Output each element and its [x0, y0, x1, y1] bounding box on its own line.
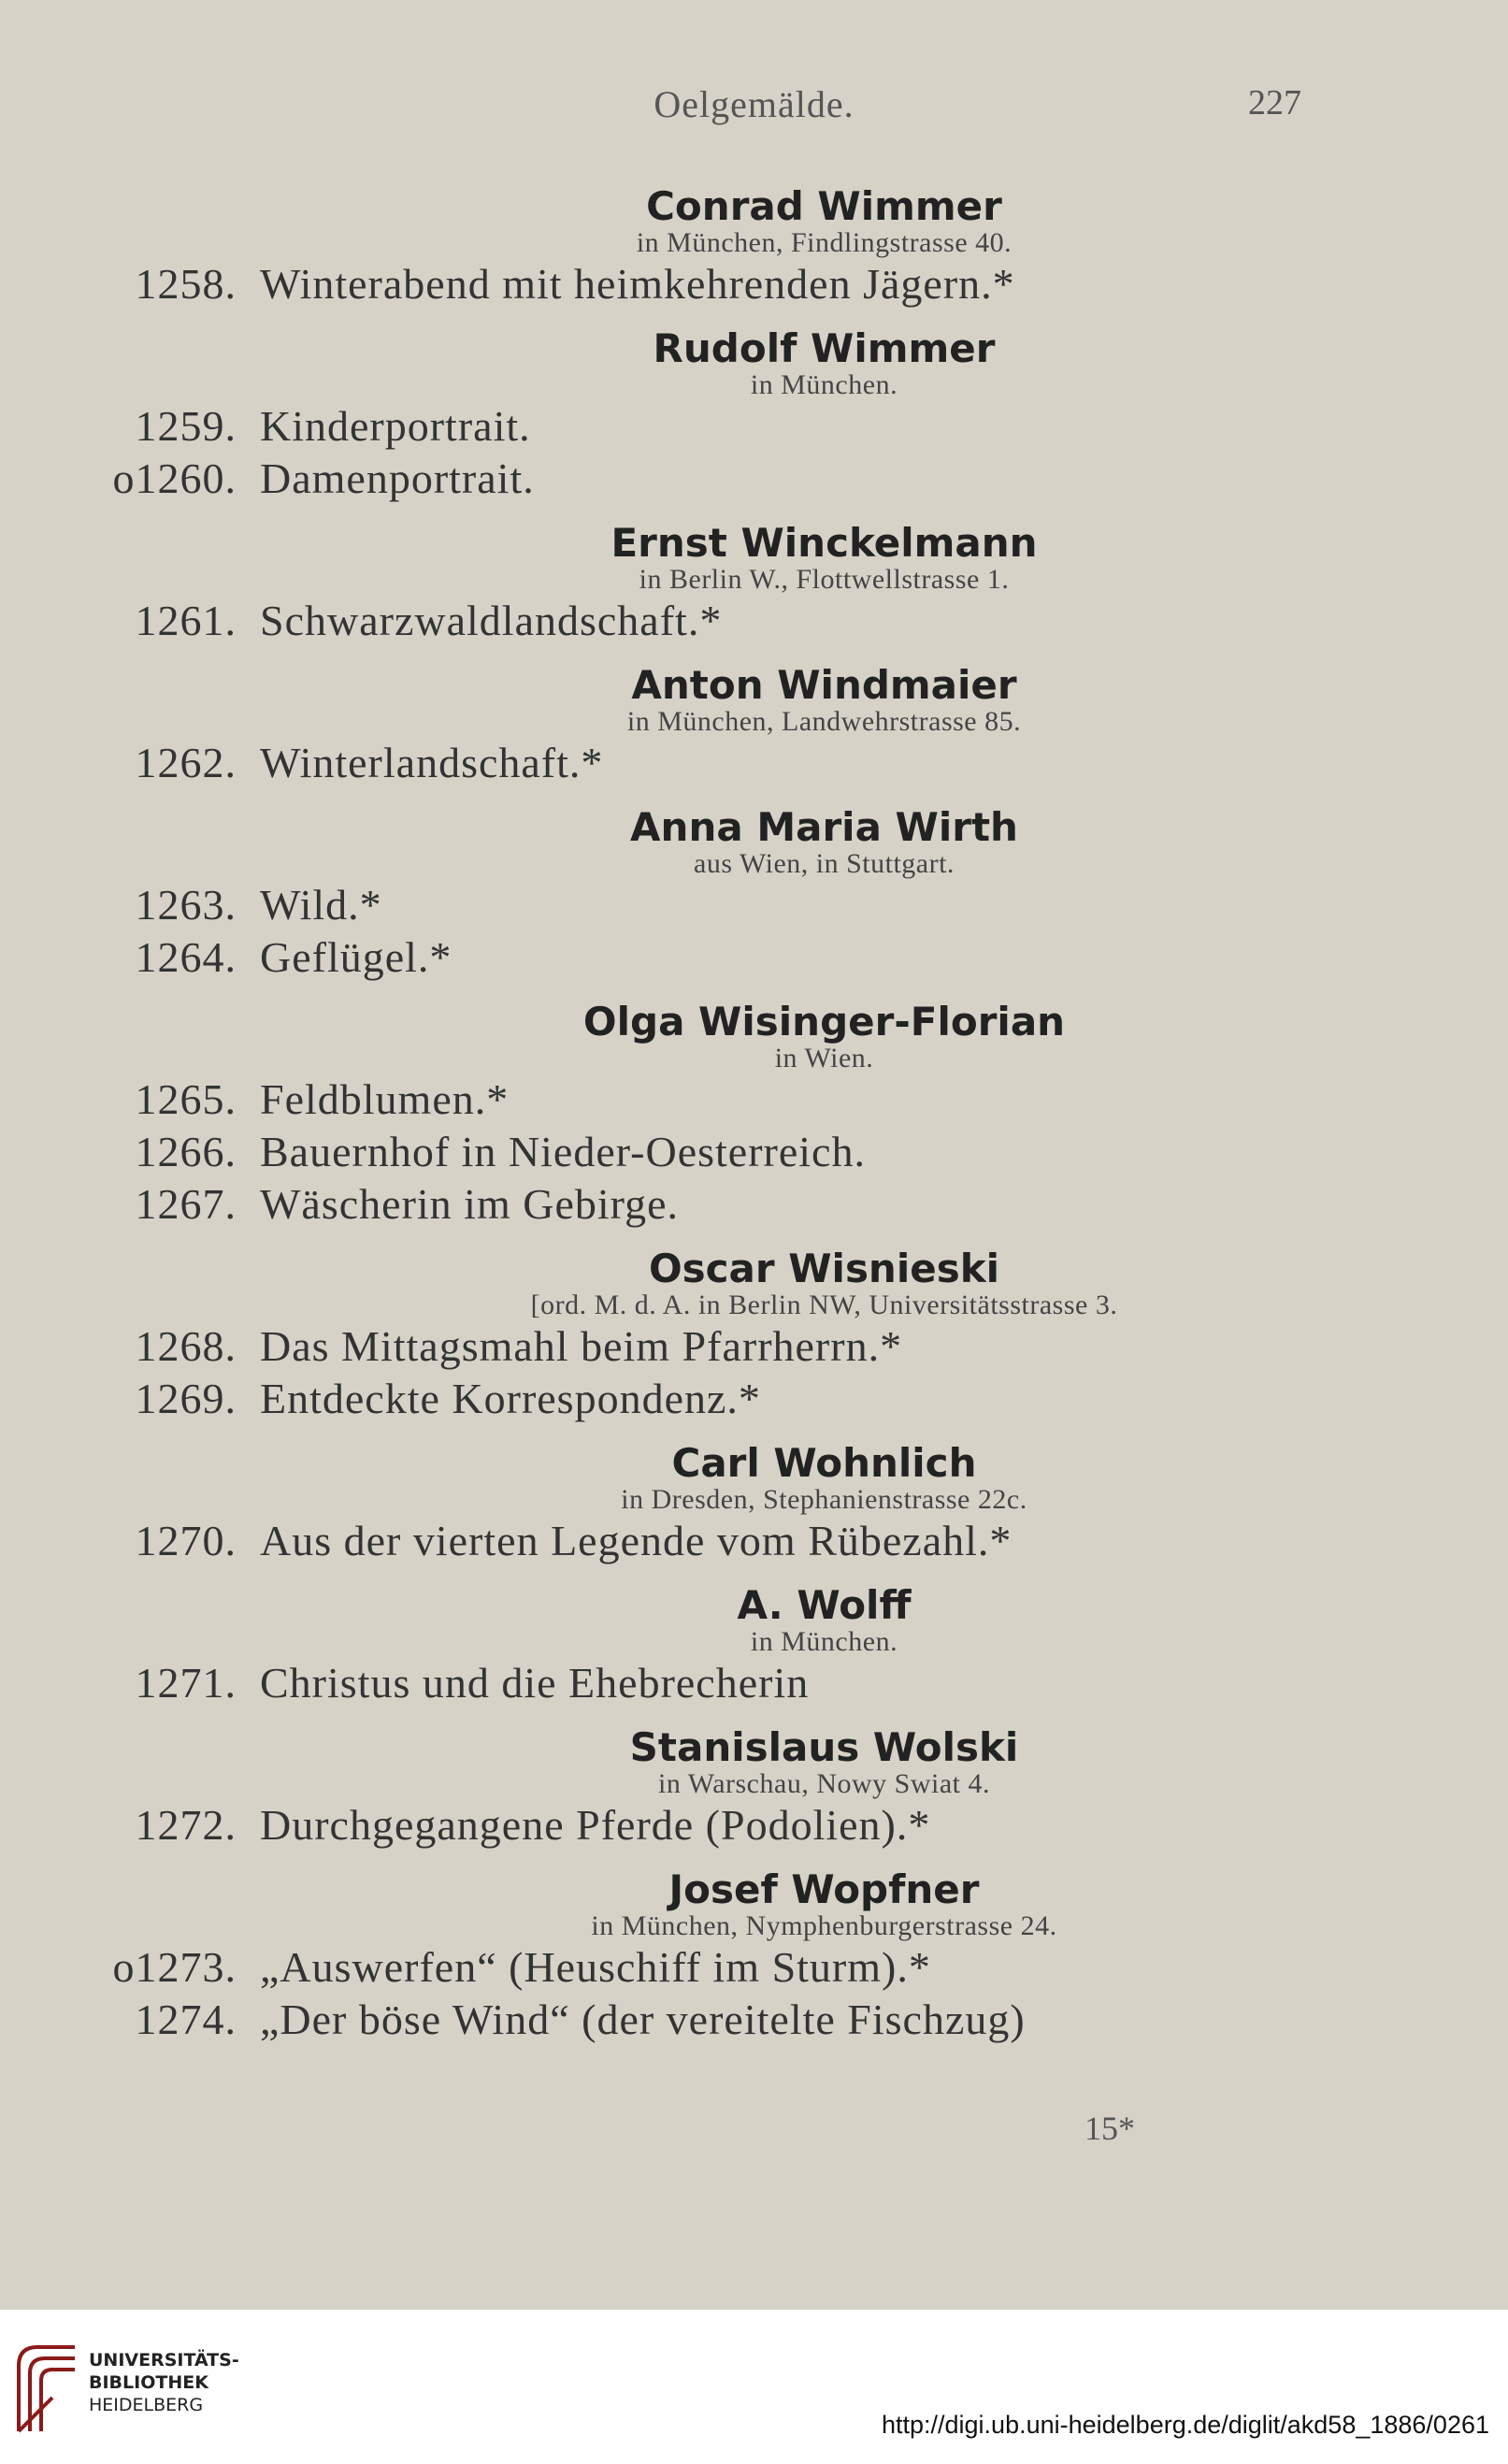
institution-line-2: BIBLIOTHEK [89, 2372, 208, 2393]
entry-title: Aus der vierten Legende vom Rübezahl.* [260, 1517, 1013, 1564]
catalogue-entry [0, 1657, 1508, 1709]
source-url-link[interactable]: http://digi.ub.uni-heidelberg.de/diglit/akd58_1886/0261 [881, 2411, 1489, 2439]
page-number: 227 [1248, 83, 1301, 122]
catalogue-entry [0, 453, 1508, 505]
library-footer [0, 2310, 1508, 2464]
artist-header [0, 806, 1508, 879]
entry-number: 1268. [135, 1322, 237, 1370]
entry-title: Winterabend mit heimkehrenden Jägern.* [260, 260, 1015, 308]
catalogue-entry [0, 1799, 1508, 1852]
artist-name: Oscar Wisnieski [648, 1246, 1000, 1291]
artist-address: in München. [750, 369, 898, 400]
artist-name: Conrad Wimmer [646, 183, 1002, 229]
entry-number: 1258. [135, 260, 237, 308]
institution-line-3: HEIDELBERG [89, 2395, 204, 2415]
artist-header [0, 1726, 1508, 1799]
artist-address: in München, Nymphenburgerstrasse 24. [591, 1910, 1057, 1941]
artist-header [0, 1442, 1508, 1515]
artist-address: in München, Landwehrstrasse 85. [626, 706, 1022, 737]
entry-title: Durchgegangene Pferde (Podolien).* [260, 1801, 931, 1849]
entry-number: 1262. [135, 739, 237, 786]
artist-header [0, 185, 1508, 258]
artist-section [0, 664, 1508, 789]
catalogue-content [0, 168, 1508, 2046]
artist-section [0, 1584, 1508, 1709]
entry-title: Wild.* [260, 881, 382, 929]
artist-address: in Warschau, Nowy Swiat 4. [658, 1768, 990, 1799]
artist-header [0, 327, 1508, 400]
catalogue-entry [0, 1994, 1508, 2046]
artist-header [0, 664, 1508, 737]
ub-heidelberg-logo-icon[interactable] [9, 2338, 84, 2441]
catalogue-entry [0, 931, 1508, 984]
artist-address: aus Wien, in Stuttgart. [694, 848, 955, 879]
artist-name: Olga Wisinger-Florian [582, 999, 1066, 1045]
artist-section [0, 1868, 1508, 2046]
entry-title: „Der böse Wind“ (der vereitelte Fischzug) [260, 1996, 1026, 2043]
entry-number: 1261. [135, 597, 237, 644]
entry-title: Kinderportrait. [260, 402, 531, 450]
artist-section [0, 806, 1508, 984]
artist-name: Carl Wohnlich [671, 1440, 977, 1486]
catalogue-entry [0, 1320, 1508, 1373]
artist-name: Stanislaus Wolski [629, 1724, 1019, 1770]
entry-title: „Auswerfen“ (Heuschiff im Sturm).* [260, 1943, 931, 1991]
artist-section [0, 1001, 1508, 1231]
signature-mark: 15* [1084, 2110, 1135, 2147]
catalogue-entry [0, 737, 1508, 789]
artist-name: Anton Windmaier [631, 662, 1017, 708]
artist-name: Josef Wopfner [668, 1866, 980, 1912]
entry-number: 1270. [135, 1517, 237, 1564]
institution-name [89, 2349, 239, 2416]
artist-address: in Dresden, Stephanienstrasse 22c. [621, 1484, 1027, 1515]
running-head: Oelgemälde. [653, 83, 855, 125]
catalogue-entry [0, 879, 1508, 931]
entry-title: Christus und die Ehebrecherin [260, 1659, 810, 1707]
entry-title: Schwarzwaldlandschaft.* [260, 597, 723, 644]
entry-number: 1266. [135, 1128, 237, 1175]
artist-name: Anna Maria Wirth [630, 804, 1018, 850]
entry-number: 1265. [135, 1075, 237, 1123]
entry-number: 1269. [135, 1375, 237, 1422]
artist-name: Rudolf Wimmer [653, 325, 996, 371]
catalogue-entry [0, 1073, 1508, 1126]
catalogue-entry [0, 258, 1508, 310]
artist-section [0, 1726, 1508, 1852]
institution-line-1: UNIVERSITÄTS- [89, 2350, 239, 2370]
catalogue-entry [0, 1178, 1508, 1231]
entry-number: o1273. [112, 1943, 237, 1991]
entry-title: Feldblumen.* [260, 1075, 510, 1123]
entry-title: Damenportrait. [260, 454, 535, 502]
entry-number: 1267. [135, 1180, 237, 1228]
entry-number: 1264. [135, 933, 237, 981]
catalogue-entry [0, 1515, 1508, 1567]
entry-title: Geflügel.* [260, 933, 452, 981]
artist-address: [ord. M. d. A. in Berlin NW, Universitätsstrasse 3. [530, 1290, 1118, 1320]
artist-section [0, 185, 1508, 310]
artist-address: in München, Findlingstrasse 40. [636, 227, 1013, 258]
artist-address: in München. [750, 1626, 898, 1657]
artist-address: in Wien. [774, 1043, 874, 1073]
artist-header [0, 522, 1508, 595]
entry-number: 1274. [135, 1996, 237, 2043]
artist-header [0, 1001, 1508, 1073]
artist-section [0, 522, 1508, 647]
catalogue-entry [0, 1373, 1508, 1425]
catalogue-entry [0, 1941, 1508, 1994]
entry-title: Das Mittagsmahl beim Pfarrherrn.* [260, 1322, 903, 1370]
entry-number: o1260. [112, 454, 237, 502]
entry-number: 1271. [135, 1659, 237, 1707]
artist-address: in Berlin W., Flottwellstrasse 1. [639, 564, 1010, 595]
entry-title: Winterlandschaft.* [260, 739, 604, 786]
entry-title: Bauernhof in Nieder-Oesterreich. [260, 1128, 866, 1175]
entry-title: Entdeckte Korrespondenz.* [260, 1375, 761, 1422]
entry-number: 1259. [135, 402, 237, 450]
artist-header [0, 1868, 1508, 1941]
artist-header [0, 1584, 1508, 1657]
artist-name: Ernst Winckelmann [610, 520, 1038, 566]
artist-section [0, 1247, 1508, 1425]
catalogue-entry [0, 400, 1508, 453]
artist-name: A. Wolff [737, 1582, 912, 1628]
artist-section [0, 1442, 1508, 1567]
entry-title: Wäscherin im Gebirge. [260, 1180, 680, 1228]
artist-header [0, 1247, 1508, 1320]
artist-section [0, 327, 1508, 505]
entry-number: 1272. [135, 1801, 237, 1849]
entry-number: 1263. [135, 881, 237, 929]
catalogue-entry [0, 595, 1508, 647]
catalogue-entry [0, 1126, 1508, 1178]
